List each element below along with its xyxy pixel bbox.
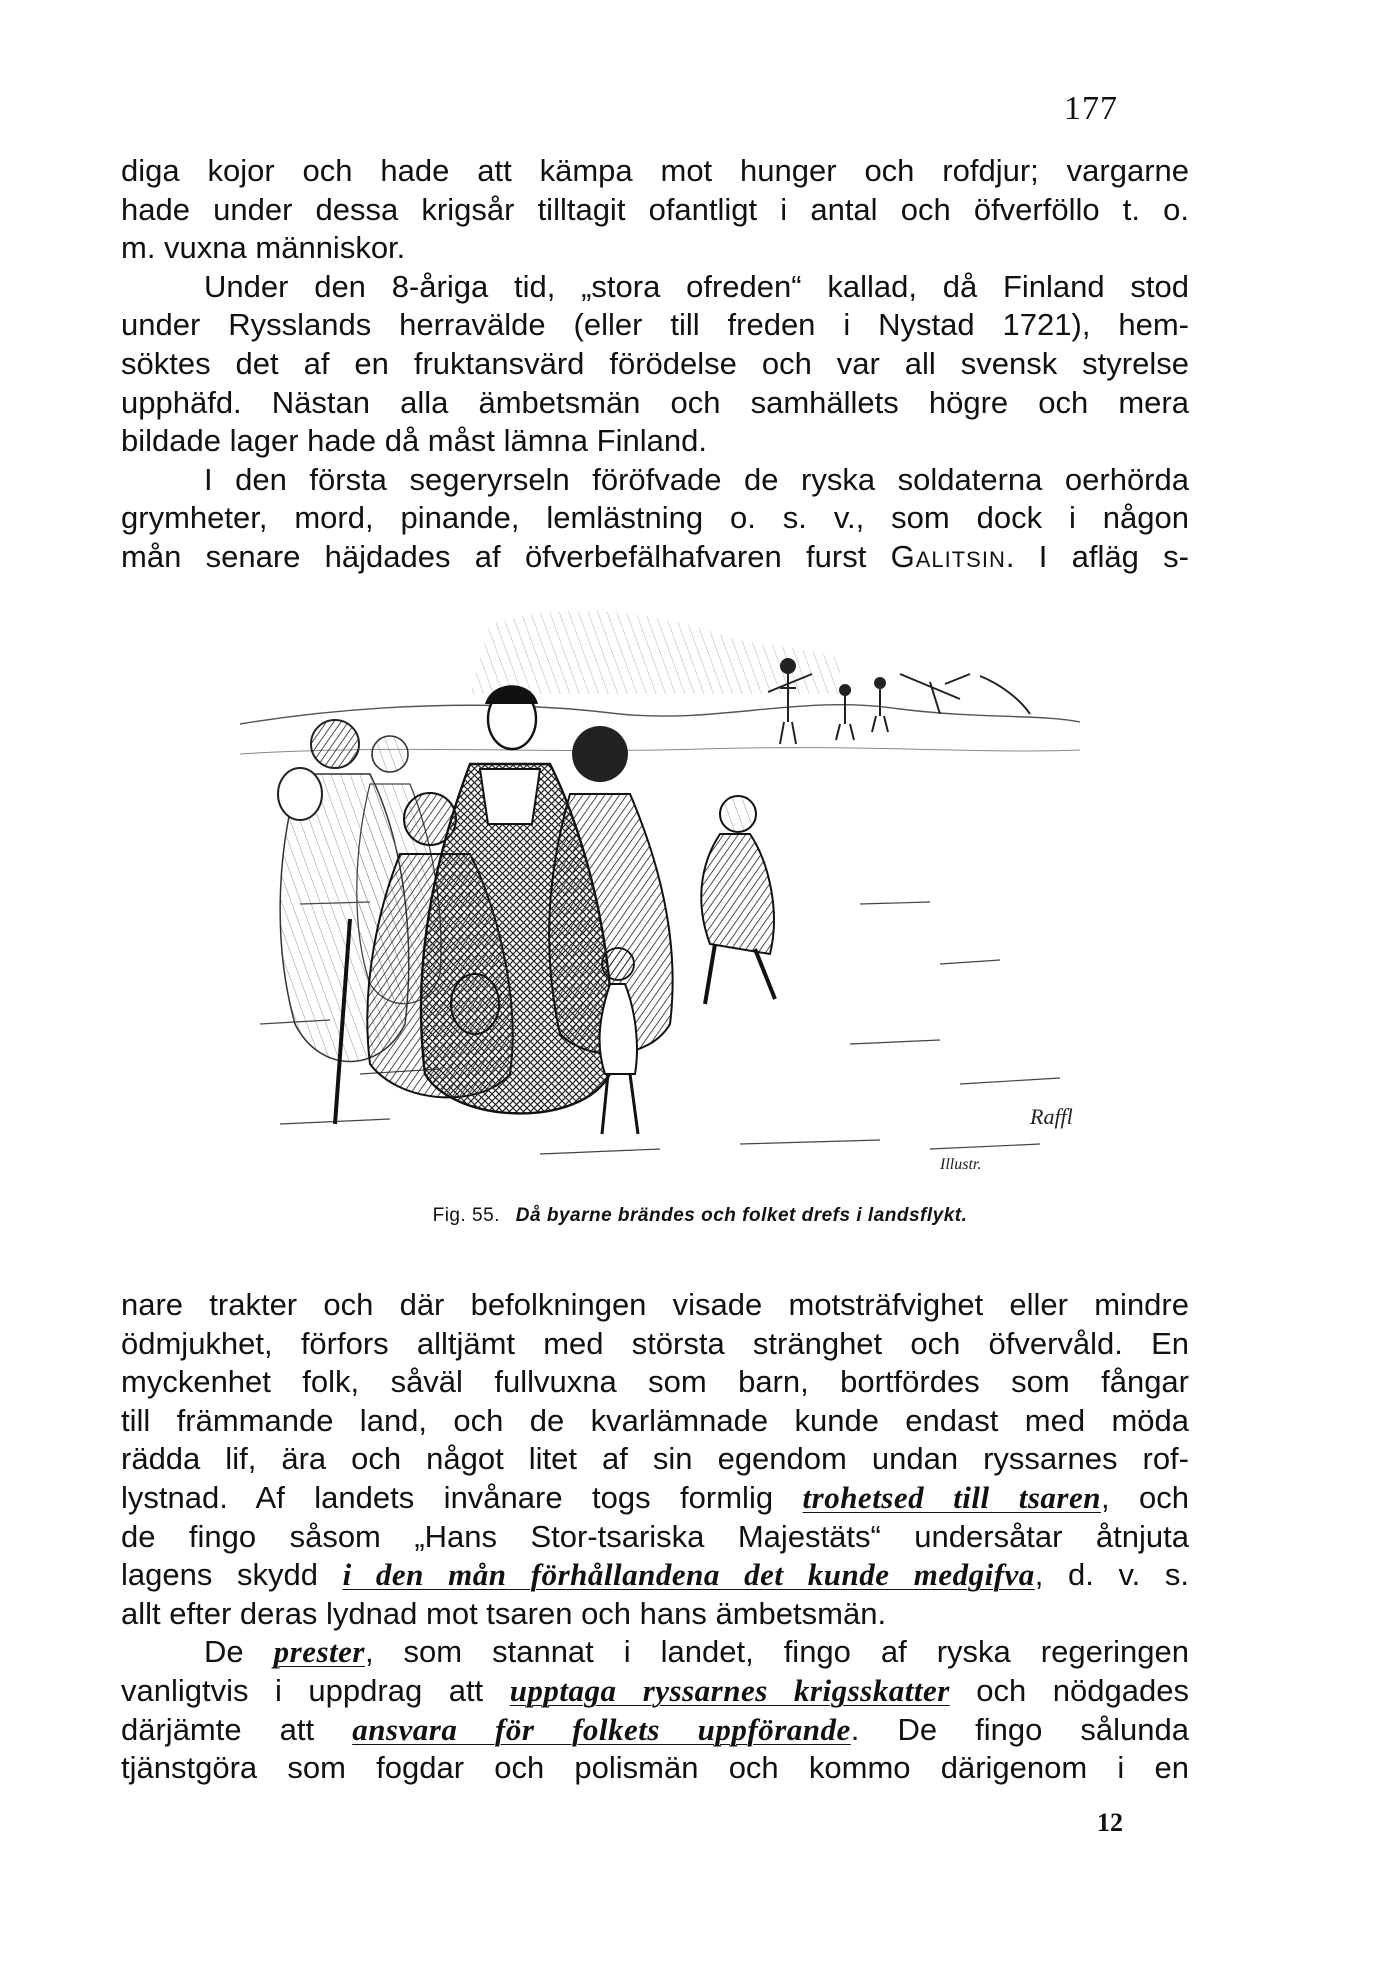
text-line: hade under dessa krigsår tilltagit ofantligt i antal och öfverföllo t. o. (121, 191, 1189, 227)
artist-signature: Raffl (1030, 1104, 1073, 1129)
text-line (121, 538, 1189, 577)
emphasized-text: ansvara för folkets uppförande (352, 1711, 851, 1747)
figure-label: Fig. 55. (432, 1205, 500, 1226)
text-segment: , och (1100, 1479, 1189, 1515)
text-line: upphäfd. Nästan alla ämbetsmän och samhällets högre och mera (121, 384, 1189, 420)
engraver-signature: Illustr. (940, 1156, 982, 1173)
text-line (121, 1711, 1189, 1750)
text-segment: lystnad. Af landets invånare togs formlig (121, 1479, 803, 1515)
text-segment: och nödgades (949, 1672, 1189, 1708)
text-segment: , som stannat i landet, fingo af ryska regeringen (364, 1634, 1190, 1670)
text-segment: lagens skydd (121, 1557, 343, 1593)
text-line: rädda lif, ära och något litet af sin egendom undan ryssarnes rof- (121, 1441, 1189, 1477)
text-line: myckenhet folk, såväl fullvuxna som barn, bortfördes som fångar (121, 1364, 1189, 1400)
person-name: Galitsin (890, 538, 1006, 574)
text-segment: därjämte att (121, 1711, 353, 1747)
text-line (121, 1556, 1189, 1595)
emphasized-text: upptaga ryssarnes krigsskatter (509, 1672, 950, 1708)
text-line: grymheter, mord, pinande, lemlästning o. s. v., som dock i någon (121, 500, 1189, 536)
text-segment: De (204, 1634, 274, 1670)
text-line (121, 1633, 1189, 1672)
emphasized-text: prester (273, 1634, 365, 1670)
text-segment: mån senare häjdades af öfverbefälhafvaren furst (121, 538, 891, 574)
text-line: tjänstgöra som fogdar och polismän och kommo därigenom i en (121, 1750, 1189, 1786)
text-line: ödmjukhet, förfors alltjämt med största stränghet och öfvervåld. En (121, 1325, 1189, 1361)
text-line: bildade lager hade då måst lämna Finland. (121, 423, 707, 459)
illustration-engraving (240, 604, 1080, 1184)
text-line: m. vuxna människor. (121, 230, 406, 266)
text-line (121, 1479, 1189, 1518)
text-line (121, 1672, 1189, 1711)
signature-mark: 12 (1097, 1808, 1123, 1837)
page-number: 177 (1064, 90, 1118, 127)
text-line: under Rysslands herravälde (eller till freden i Nystad 1721), hem- (121, 307, 1189, 343)
text-segment: . De fingo sålunda (850, 1711, 1189, 1747)
text-line: de fingo såsom „Hans Stor-tsariska Majestäts“ undersåtar åtnjuta (121, 1518, 1189, 1554)
text-line: allt efter deras lydnad mot tsaren och hans ämbetsmän. (121, 1595, 887, 1631)
text-line: till främmande land, och de kvarlämnade kunde endast med möda (121, 1402, 1189, 1438)
figure-title: Då byarne brändes och folket drefs i landsflykt. (515, 1205, 968, 1226)
text-block-top (121, 152, 1189, 577)
illustration (240, 604, 1080, 1184)
text-segment: . I afläg s- (1005, 538, 1190, 574)
text-line: I den första segeryrseln föröfvade de ryska soldaterna oerhörda (204, 461, 1189, 497)
text-line: Under den 8-åriga tid, „stora ofreden“ kallad, då Finland stod (204, 268, 1189, 304)
emphasized-text: trohetsed till tsaren (802, 1479, 1101, 1515)
text-segment: vanligtvis i uppdrag att (121, 1672, 510, 1708)
text-line: diga kojor och hade att kämpa mot hunger och rofdjur; vargarne (121, 153, 1189, 188)
emphasized-text: i den mån förhållandena det kunde medgifva (342, 1557, 1035, 1593)
text-segment: , d. v. s. (1034, 1557, 1189, 1593)
text-block-bottom (121, 1286, 1189, 1788)
figure-caption (0, 1205, 1400, 1227)
text-line: nare trakter och där befolkningen visade motsträfvighet eller mindre (121, 1287, 1189, 1322)
text-line: söktes det af en fruktansvärd förödelse och var all svensk styrelse (121, 345, 1189, 381)
